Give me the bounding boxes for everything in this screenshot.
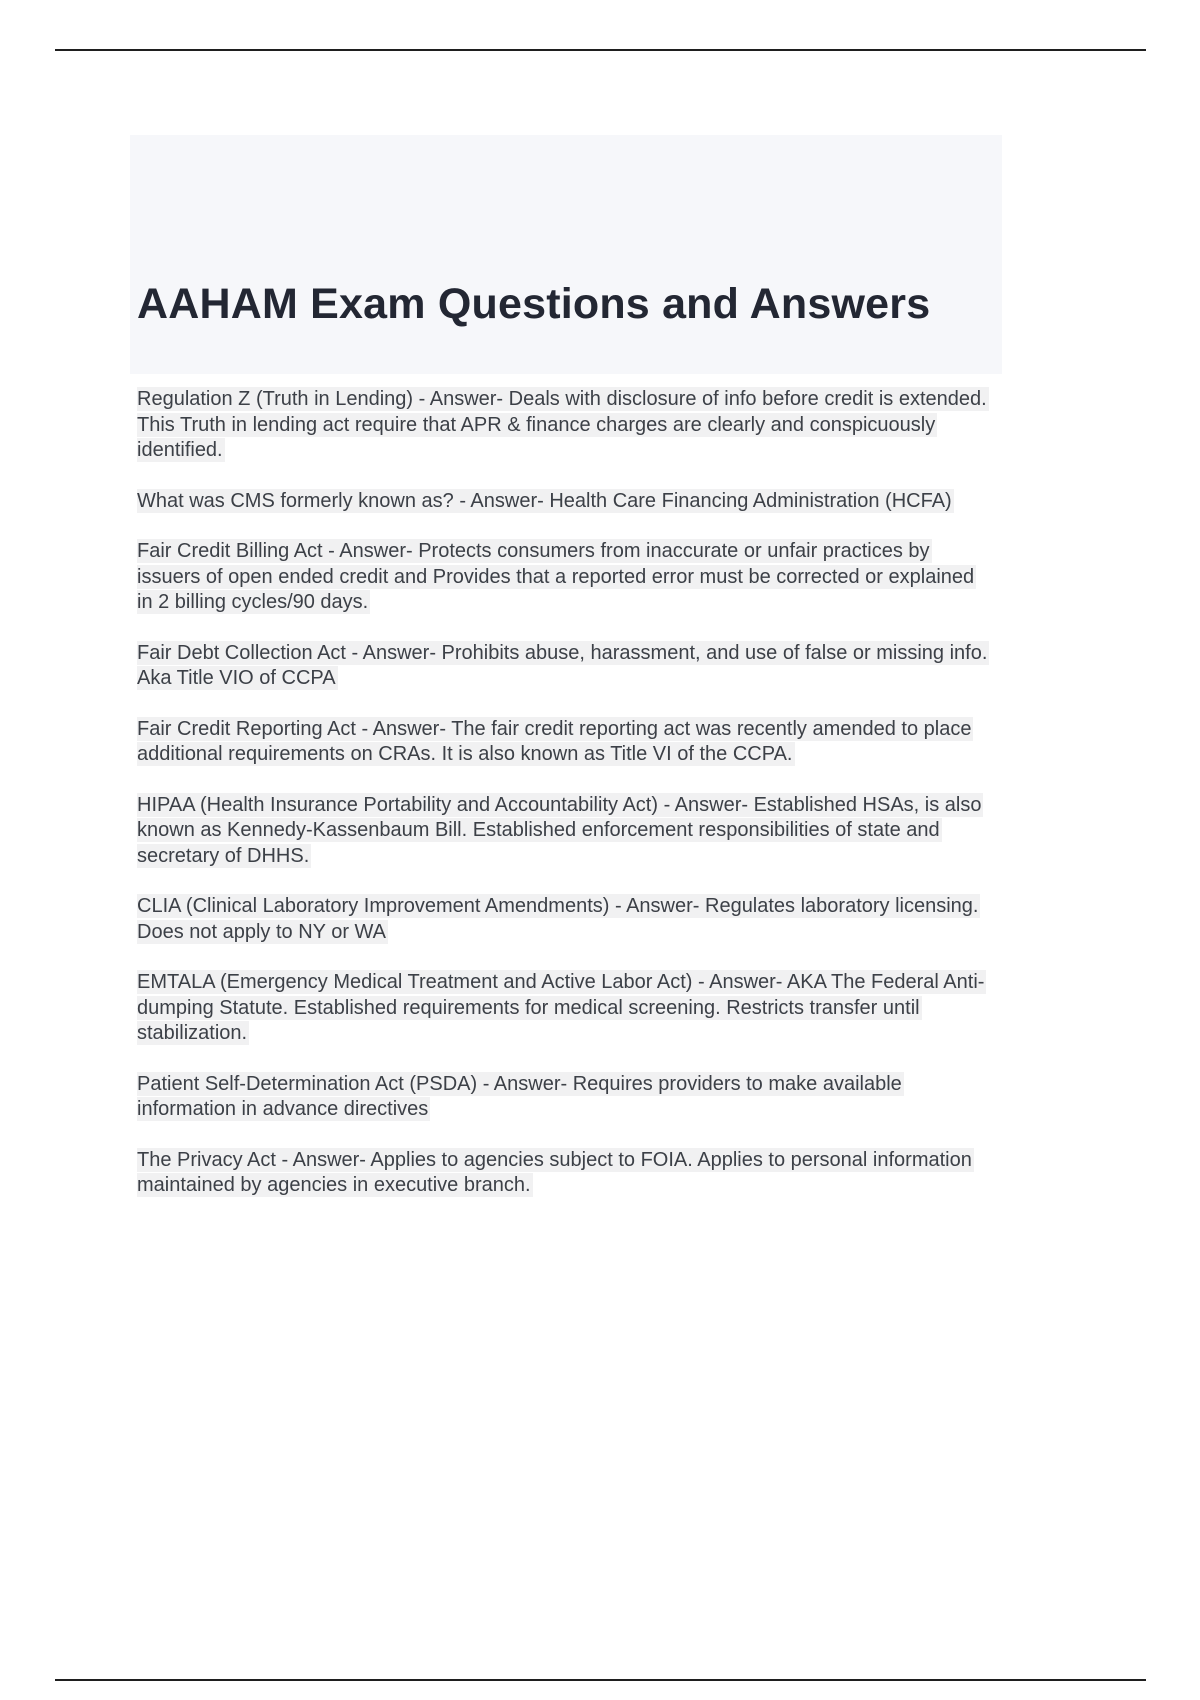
- qa-paragraph: [137, 641, 995, 692]
- qa-paragraph: [137, 970, 995, 1047]
- qa-paragraph-text: Fair Credit Reporting Act - Answer- The fair credit reporting act was recently amended to place additional requirements on CRAs. It is also known as Title VI of the CCPA.: [137, 717, 972, 766]
- qa-paragraph-text: HIPAA (Health Insurance Portability and Accountability Act) - Answer- Established HSAs, is also known as Kennedy-Kassenbaum Bill. Established enforcement responsibilities of state and secretary of DHHS.: [137, 793, 982, 867]
- qa-paragraph-text: CLIA (Clinical Laboratory Improvement Amendments) - Answer- Regulates laboratory licensing. Does not apply to NY or WA: [137, 895, 979, 943]
- qa-paragraph-text: Regulation Z (Truth in Lending) - Answer- Deals with disclosure of info before credit is extended. This Truth in lending act require that APR & finance charges are clearly and conspicuously identified.: [137, 388, 987, 462]
- qa-paragraph: [137, 717, 995, 768]
- qa-paragraph-text: The Privacy Act - Answer- Applies to agencies subject to FOIA. Applies to personal information maintained by agencies in executive branch.: [137, 1148, 972, 1197]
- qa-paragraph: [137, 489, 995, 515]
- qa-paragraph: [137, 894, 995, 945]
- top-rule: [55, 49, 1146, 51]
- qa-paragraph-text: EMTALA (Emergency Medical Treatment and Active Labor Act) - Answer- AKA The Federal Anti-dumping Statute. Established requirements for medical screening. Restricts transfer until stabilization.: [137, 971, 985, 1045]
- qa-paragraph: [137, 793, 995, 870]
- title-block: [130, 135, 1002, 374]
- bottom-rule: [55, 1679, 1146, 1681]
- qa-paragraph-text: Fair Debt Collection Act - Answer- Prohibits abuse, harassment, and use of false or missing info. Aka Title VIO of CCPA: [137, 641, 988, 690]
- page-title: AAHAM Exam Questions and Answers: [137, 280, 931, 328]
- document-content: [137, 135, 995, 1224]
- qa-list: [137, 387, 995, 1199]
- qa-paragraph-text: Patient Self-Determination Act (PSDA) - Answer- Requires providers to make available information in advance directives: [137, 1072, 902, 1121]
- qa-paragraph: [137, 1072, 995, 1123]
- qa-paragraph-text: What was CMS formerly known as? - Answer- Health Care Financing Administration (HCFA): [137, 489, 952, 512]
- qa-paragraph: [137, 1148, 995, 1199]
- qa-paragraph: [137, 387, 995, 464]
- qa-paragraph-text: Fair Credit Billing Act - Answer- Protects consumers from inaccurate or unfair practices by issuers of open ended credit and Provides that a reported error must be corrected or explained in 2 billing cycles/90 days.: [137, 540, 975, 614]
- qa-paragraph: [137, 539, 995, 616]
